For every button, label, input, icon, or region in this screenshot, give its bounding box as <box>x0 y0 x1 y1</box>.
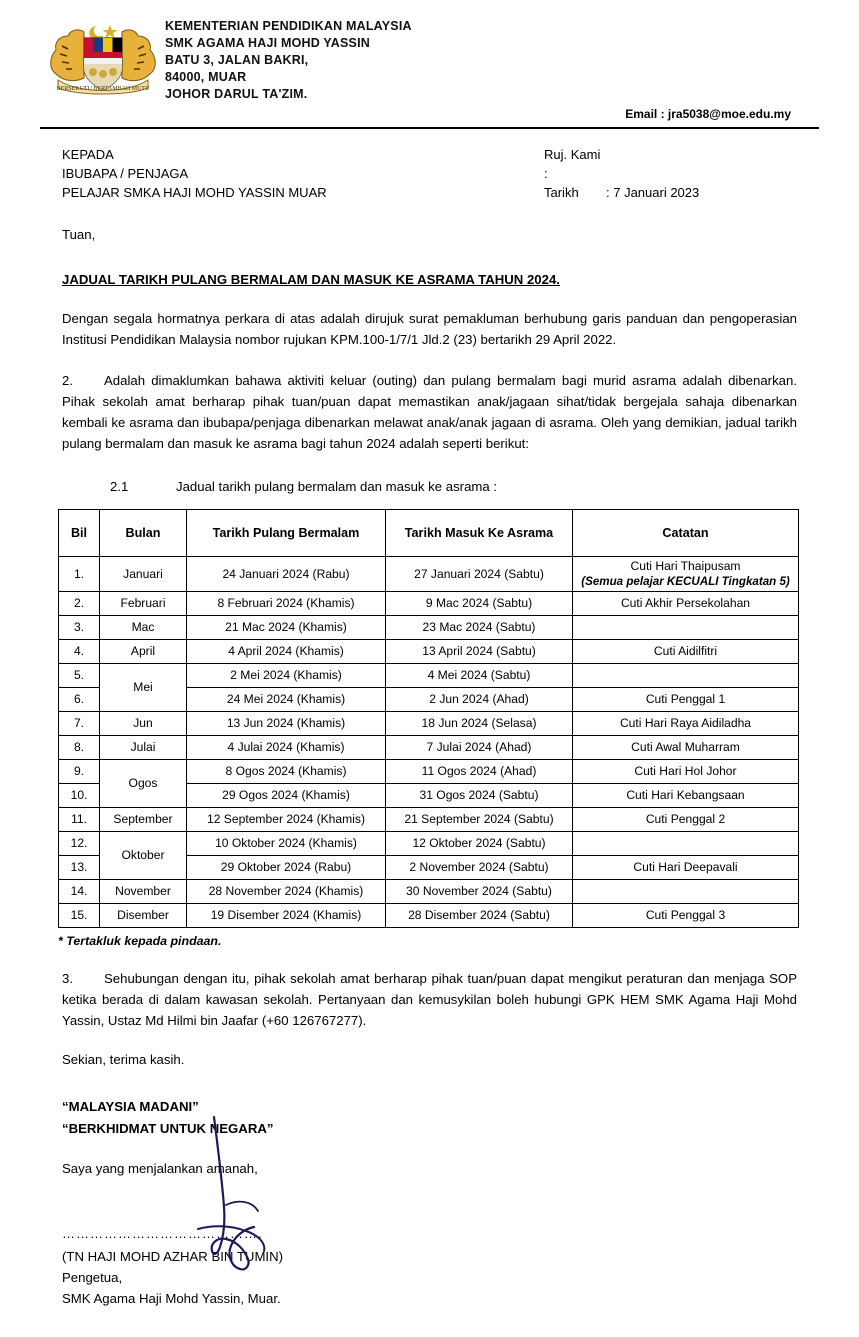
subsection-2-1 <box>110 476 797 497</box>
signer-school: SMK Agama Haji Mohd Yassin, Muar. <box>62 1291 281 1306</box>
table-row <box>59 880 799 904</box>
cell-bil: 9. <box>59 760 100 784</box>
cell-pulang: 4 Julai 2024 (Khamis) <box>187 736 386 760</box>
cell-bulan: Februari <box>100 592 187 616</box>
cell-bil: 14. <box>59 880 100 904</box>
cell-pulang: 12 September 2024 (Khamis) <box>187 808 386 832</box>
cell-masuk: 13 April 2024 (Sabtu) <box>386 640 573 664</box>
cell-masuk: 9 Mac 2024 (Sabtu) <box>386 592 573 616</box>
subsection-number: 2.1 <box>110 479 129 494</box>
cell-masuk: 2 Jun 2024 (Ahad) <box>386 688 573 712</box>
cell-masuk: 12 Oktober 2024 (Sabtu) <box>386 832 573 856</box>
school-address-2: 84000, MUAR <box>165 70 247 84</box>
cell-bulan: Mac <box>100 616 187 640</box>
school-email: Email : jra5038@moe.edu.my <box>625 107 791 121</box>
cell-bil: 6. <box>59 688 100 712</box>
signature-line: ……………………………………. <box>62 1226 263 1241</box>
paragraph-3-number: 3. <box>62 971 73 986</box>
school-name: SMK AGAMA HAJI MOHD YASSIN <box>165 36 370 50</box>
cell-catatan: Cuti Hari Deepavali <box>573 856 799 880</box>
cell-bulan: Oktober <box>100 832 187 880</box>
reference-block <box>544 145 799 202</box>
letter-subject: JADUAL TARIKH PULANG BERMALAM DAN MASUK KE ASRAMA TAHUN 2024. <box>62 272 560 287</box>
recipient-block <box>62 145 544 202</box>
column-header-pulang: Tarikh Pulang Bermalam <box>187 510 386 557</box>
table-row <box>59 592 799 616</box>
cell-catatan: Cuti Awal Muharram <box>573 736 799 760</box>
letter-closing-body <box>0 968 859 1070</box>
cell-bulan: September <box>100 808 187 832</box>
cell-masuk: 2 November 2024 (Sabtu) <box>386 856 573 880</box>
schedule-table-wrapper <box>58 509 799 928</box>
cell-masuk: 31 Ogos 2024 (Sabtu) <box>386 784 573 808</box>
reference-label: Ruj. Kami : <box>544 147 601 181</box>
cell-bulan: Januari <box>100 557 187 592</box>
paragraph-3 <box>62 968 797 1031</box>
cell-pulang: 29 Oktober 2024 (Rabu) <box>187 856 386 880</box>
salutation: Tuan, <box>62 227 96 242</box>
cell-bulan: Mei <box>100 664 187 712</box>
cell-pulang: 8 Februari 2024 (Khamis) <box>187 592 386 616</box>
date-row <box>544 183 799 202</box>
cell-bil: 15. <box>59 904 100 928</box>
recipient-line-3: PELAJAR SMKA HAJI MOHD YASSIN MUAR <box>62 185 327 200</box>
column-header-bil: Bil <box>59 510 100 557</box>
signature-block <box>0 1096 859 1337</box>
cell-catatan <box>573 832 799 856</box>
cell-bulan: Jun <box>100 712 187 736</box>
table-row <box>59 640 799 664</box>
cell-catatan: Cuti Penggal 1 <box>573 688 799 712</box>
table-row <box>59 557 799 592</box>
table-row <box>59 712 799 736</box>
cell-bil: 8. <box>59 736 100 760</box>
cell-masuk: 27 Januari 2024 (Sabtu) <box>386 557 573 592</box>
cell-catatan <box>573 557 799 592</box>
cell-bil: 7. <box>59 712 100 736</box>
motto-line-2: “BERKHIDMAT UNTUK NEGARA” <box>62 1121 274 1136</box>
cell-masuk: 28 Disember 2024 (Sabtu) <box>386 904 573 928</box>
cell-pulang: 13 Jun 2024 (Khamis) <box>187 712 386 736</box>
cell-catatan <box>573 616 799 640</box>
cell-bil: 4. <box>59 640 100 664</box>
signer-name: (TN HAJI MOHD AZHAR BIN TUMIN) <box>62 1249 284 1264</box>
column-header-catatan: Catatan <box>573 510 799 557</box>
table-row <box>59 616 799 640</box>
motto-line-1: “MALAYSIA MADANI” <box>62 1099 199 1114</box>
school-address-3: JOHOR DARUL TA'ZIM. <box>165 87 308 101</box>
cell-pulang: 10 Oktober 2024 (Khamis) <box>187 832 386 856</box>
cell-catatan: Cuti Penggal 2 <box>573 808 799 832</box>
cell-bulan: Disember <box>100 904 187 928</box>
table-row <box>59 736 799 760</box>
address-block <box>0 129 859 202</box>
table-row <box>59 904 799 928</box>
cell-pulang: 28 November 2024 (Khamis) <box>187 880 386 904</box>
cell-catatan: Cuti Penggal 3 <box>573 904 799 928</box>
cell-bil: 10. <box>59 784 100 808</box>
cell-catatan: Cuti Hari Hol Johor <box>573 760 799 784</box>
cell-masuk: 4 Mei 2024 (Sabtu) <box>386 664 573 688</box>
table-row <box>59 664 799 688</box>
cell-bil: 11. <box>59 808 100 832</box>
cell-bil: 3. <box>59 616 100 640</box>
table-row <box>59 832 799 856</box>
closing-phrase: Saya yang menjalankan amanah, <box>62 1161 258 1176</box>
cell-catatan: Cuti Hari Kebangsaan <box>573 784 799 808</box>
cell-masuk: 18 Jun 2024 (Selasa) <box>386 712 573 736</box>
table-row <box>59 808 799 832</box>
cell-bil: 5. <box>59 664 100 688</box>
cell-pulang: 4 April 2024 (Khamis) <box>187 640 386 664</box>
signer-title: Pengetua, <box>62 1270 123 1285</box>
cell-masuk: 23 Mac 2024 (Sabtu) <box>386 616 573 640</box>
column-header-bulan: Bulan <box>100 510 187 557</box>
table-footnote: * Tertakluk kepada pindaan. <box>58 934 222 948</box>
cell-bulan: November <box>100 880 187 904</box>
recipient-line-2: IBUBAPA / PENJAGA <box>62 166 189 181</box>
cell-masuk: 11 Ogos 2024 (Ahad) <box>386 760 573 784</box>
catatan-sub: (Semua pelajar KECUALI Tingkatan 5) <box>581 575 790 588</box>
reference-row <box>544 145 799 183</box>
cell-bulan: Ogos <box>100 760 187 808</box>
letter-body <box>0 224 859 497</box>
cell-catatan: Cuti Akhir Persekolahan <box>573 592 799 616</box>
cell-pulang: 2 Mei 2024 (Khamis) <box>187 664 386 688</box>
cell-catatan <box>573 880 799 904</box>
cell-pulang: 8 Ogos 2024 (Khamis) <box>187 760 386 784</box>
cell-catatan: Cuti Hari Raya Aidiladha <box>573 712 799 736</box>
letterhead-text <box>165 14 799 121</box>
cell-masuk: 21 September 2024 (Sabtu) <box>386 808 573 832</box>
schedule-table <box>58 509 799 928</box>
paragraph-2-text: Adalah dimaklumkan bahawa aktiviti keluar (outing) dan pulang bermalam bagi murid asrama adalah dibenarkan. Pihak sekolah amat berharap pihak tuan/puan dapat memastikan anak/jagaan sihat/tidak bergejala sahaja dibenarkan kembali ke asrama dan ibubapa/penjaga dibenarkan melawat anak/anak jagaan di asrama. Oleh yang demikian, jadual tarikh pulang bermalam dan masuk ke asrama bagi tahun 2024 adalah seperti berikut: <box>62 373 797 451</box>
paragraph-1: Dengan segala hormatnya perkara di atas adalah dirujuk surat pemakluman berhubung garis panduan dan pengoperasian Institusi Pendidikan Malaysia nombor rujukan KPM.100-1/7/1 Jld.2 (23) bertarikh 29 April 2022. <box>62 311 797 347</box>
malaysia-coat-of-arms-icon <box>40 14 165 96</box>
cell-bulan: Julai <box>100 736 187 760</box>
thanks-line: Sekian, terima kasih. <box>62 1052 185 1067</box>
cell-masuk: 7 Julai 2024 (Ahad) <box>386 736 573 760</box>
cell-catatan: Cuti Aidilfitri <box>573 640 799 664</box>
recipient-line-1: KEPADA <box>62 147 114 162</box>
cell-bil: 13. <box>59 856 100 880</box>
cell-bil: 1. <box>59 557 100 592</box>
date-value: : 7 Januari 2023 <box>606 185 700 200</box>
cell-bil: 2. <box>59 592 100 616</box>
cell-catatan <box>573 664 799 688</box>
paragraph-2 <box>62 370 797 454</box>
table-header-row <box>59 510 799 557</box>
cell-pulang: 19 Disember 2024 (Khamis) <box>187 904 386 928</box>
cell-bil: 12. <box>59 832 100 856</box>
svg-text:BERSEKUTU BERTAMBAH MUTU: BERSEKUTU BERTAMBAH MUTU <box>56 86 149 92</box>
cell-pulang: 24 Mei 2024 (Khamis) <box>187 688 386 712</box>
cell-pulang: 21 Mac 2024 (Khamis) <box>187 616 386 640</box>
letterhead <box>0 0 859 121</box>
school-address-1: BATU 3, JALAN BAKRI, <box>165 53 309 67</box>
date-label: Tarikh <box>544 185 579 200</box>
cell-pulang: 29 Ogos 2024 (Khamis) <box>187 784 386 808</box>
ministry-name: KEMENTERIAN PENDIDIKAN MALAYSIA <box>165 19 412 33</box>
cell-pulang: 24 Januari 2024 (Rabu) <box>187 557 386 592</box>
catatan-main: Cuti Hari Thaipusam <box>630 559 741 573</box>
column-header-masuk: Tarikh Masuk Ke Asrama <box>386 510 573 557</box>
paragraph-2-number: 2. <box>62 373 73 388</box>
cell-masuk: 30 November 2024 (Sabtu) <box>386 880 573 904</box>
subsection-title: Jadual tarikh pulang bermalam dan masuk ke asrama : <box>176 479 498 494</box>
paragraph-3-text: Sehubungan dengan itu, pihak sekolah amat berharap pihak tuan/puan dapat mengikut peraturan dan menjaga SOP ketika berada di dalam kawasan sekolah. Pertanyaan dan kemusykilan boleh hubungi GPK HEM SMK Agama Haji Mohd Yassin, Ustaz Md Hilmi bin Jaafar (+60 126767277). <box>62 971 797 1028</box>
cell-bulan: April <box>100 640 187 664</box>
table-row <box>59 760 799 784</box>
